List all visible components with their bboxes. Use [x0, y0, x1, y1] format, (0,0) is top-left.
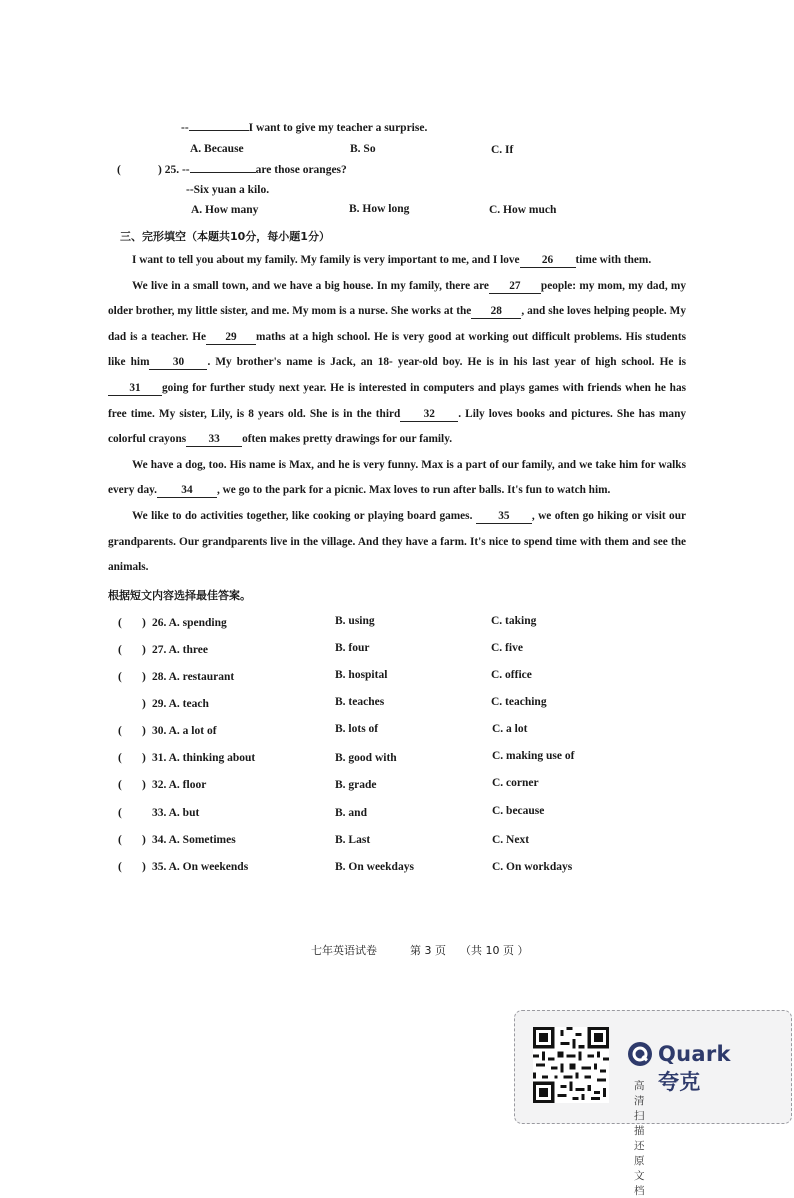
- passage-paragraph-3: We have a dog, too. His name is Max, and he is very funny. Max is a part of our family, and we take him for walks every day. 34 , we go to the park for a picnic. Max loves to run after balls. It's fun to watch him.: [108, 458, 686, 497]
- question-row-29: ) 29. A. teach B. teaches C. teaching: [142, 696, 547, 710]
- blank-26: 26: [520, 253, 576, 268]
- q24-option-b: B. So: [350, 143, 376, 155]
- question-row-33: ( 33. A. but B. and C. because: [118, 805, 545, 819]
- q25-option-b: B. How long: [349, 203, 410, 215]
- passage-paragraph-2: We live in a small town, and we have a big house. In my family, there are 27 people: my mom, my dad, my older brother, my little sister, and me. My mom is a nurse. She works at the 28 , and she loves helping people. My dad is a teacher. He 29 maths at a high school. He is very good at working out difficult problems. His students like him 30 . My brother's name is Jack, an 18- year-old boy. He is in his last year of high school. He is31 going for further study next year. He is interested in computers and plays games with friends when he has free time. My sister, Lily, is 8 years old. She is in the third 32 . Lily loves books and pictures. She has many colorful crayons 33 often makes pretty drawings for our family.: [108, 279, 686, 446]
- blank-32: 32: [400, 407, 458, 422]
- quark-tagline: 高清扫描 还原文档: [634, 1080, 646, 1197]
- blank-35: 35: [476, 509, 532, 524]
- blank-27: 27: [489, 279, 541, 294]
- question-row-34: ( ) 34. A. Sometimes B. Last C. Next: [118, 834, 530, 846]
- q24-option-c: C. If: [491, 144, 514, 156]
- quark-brand-text: Quark 夸克: [658, 1042, 731, 1094]
- q24-prompt: -- I want to give my teacher a surprise.: [181, 122, 428, 134]
- q25-option-c: C. How much: [489, 204, 557, 216]
- question-row-35: ( ) 35. A. On weekends B. On weekdays C. On workdays: [118, 861, 573, 873]
- question-row-26: ( ) 26. A. spending B. using C. taking: [118, 615, 537, 629]
- blank-30: 30: [149, 355, 207, 370]
- blank-31: 31: [108, 381, 162, 396]
- blank-28: 28: [471, 304, 521, 319]
- q24-option-a: A. Because: [190, 143, 244, 155]
- question-row-30: ( ) 30. A. a lot of B. lots of C. a lot: [118, 723, 528, 737]
- footer-page-number: 第 3 页: [410, 944, 446, 957]
- question-row-31: ( ) 31. A. thinking about B. good with C. making use of: [118, 750, 575, 764]
- question-row-27: ( ) 27. A. three B. four C. five: [118, 642, 523, 656]
- q25-option-a: A. How many: [191, 204, 259, 216]
- q25-answer-line: --Six yuan a kilo.: [186, 184, 270, 196]
- q25-answer-paren-open: (: [117, 164, 121, 176]
- question-row-28: ( ) 28. A. restaurant B. hospital C. office: [118, 669, 532, 683]
- blank-33: 33: [186, 432, 242, 447]
- cloze-passage: [108, 248, 686, 581]
- question-row-32: ( ) 32. A. floor B. grade C. corner: [118, 777, 539, 791]
- footer-paper-title: 七年英语试卷: [311, 944, 377, 957]
- blank-34: 34: [157, 483, 217, 498]
- quark-watermark: [514, 1010, 792, 1197]
- section-heading: 三、完形填空（本题共10分，每小题1分）: [120, 230, 330, 243]
- q25-prompt: ) 25. -- are those oranges?: [158, 164, 347, 176]
- quark-logo-icon: [627, 1041, 653, 1067]
- qr-code-icon: [533, 1027, 609, 1103]
- instruction: 根据短文内容选择最佳答案。: [108, 589, 251, 602]
- passage-paragraph-4: We like to do activities together, like cooking or playing board games. 35 , we often go hiking or visit our grandparents. Our grandparents live in the village. And they have a farm. It's nice to spend time with them and see the animals.: [108, 509, 686, 574]
- blank-29: 29: [206, 330, 256, 345]
- passage-paragraph-1: I want to tell you about my family. My family is very important to me, and I love 26 time with them.: [132, 254, 652, 266]
- footer-total-pages: （共 10 页 ）: [460, 944, 529, 957]
